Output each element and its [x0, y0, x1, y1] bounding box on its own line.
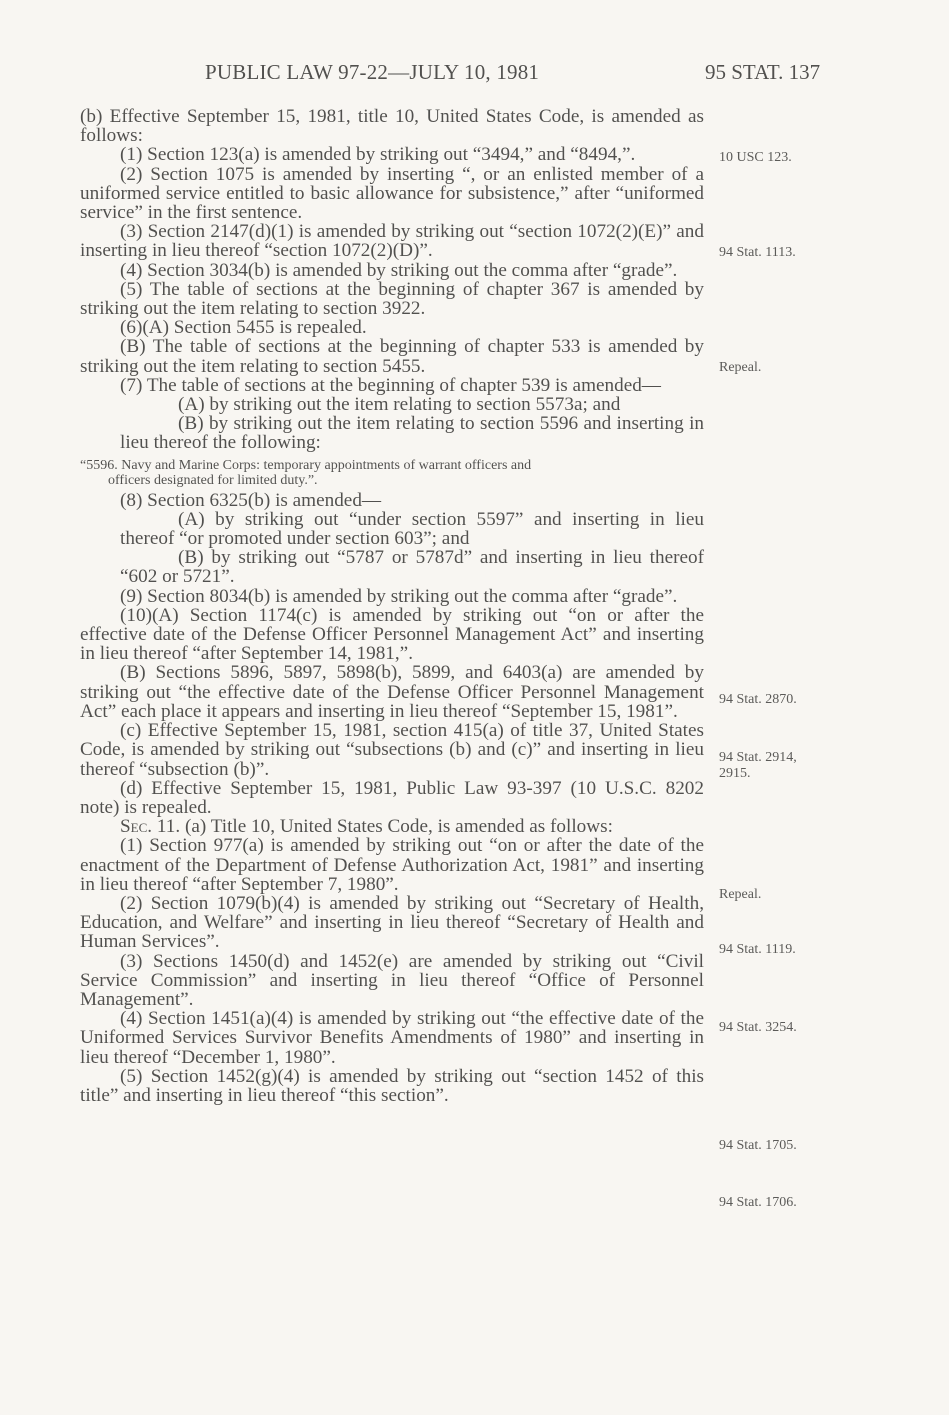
margin-note: 94 Stat. 2870. [719, 692, 797, 707]
quoted-text: “5596. Navy and Marine Corps: temporary appointments of warrant officers and [80, 457, 532, 473]
margin-note: Repeal. [719, 887, 762, 902]
paragraph: (2) Section 1079(b)(4) is amended by striking out “Secretary of Health, Education, and Welfare” and inserting in lieu thereof “Secretary of Health and Human Services”. [80, 892, 704, 953]
paragraph: (A) by striking out the item relating to section 5573a; and [178, 394, 621, 416]
paragraph: (4) Section 3034(b) is amended by striking out the comma after “grade”. [120, 259, 678, 281]
margin-note: 94 Stat. 1705. [719, 1138, 797, 1153]
margin-note: Repeal. [719, 360, 762, 375]
paragraph: (d) Effective September 15, 1981, Public Law 93-397 (10 U.S.C. 8202 note) is repealed. [80, 777, 704, 818]
margin-note: 94 Stat. 2914, 2915. [719, 750, 797, 781]
paragraph: (B) The table of sections at the beginning of chapter 533 is amended by striking out the item relating to section 5455. [80, 336, 704, 377]
section-paragraph [80, 817, 704, 836]
paragraph: (B) by striking out “5787 or 5787d” and inserting in lieu thereof “602 or 5721”. [120, 547, 704, 588]
paragraph: (1) Section 123(a) is amended by striking out “3494,” and “8494,”. [120, 144, 636, 166]
paragraph-text: 11. (a) Title 10, United States Code, is amended as follows: [156, 816, 613, 838]
paragraph: (5) The table of sections at the beginning of chapter 367 is amended by striking out the item relating to section 3922. [80, 278, 704, 320]
margin-note: 94 Stat. 1113. [719, 245, 796, 260]
paragraph: (10)(A) Section 1174(c) is amended by striking out “on or after the effective date of the Defense Officer Personnel Management Act” and inserting in lieu thereof “after September 14, 1981,”. [80, 604, 704, 665]
paragraph: (B) by striking out the item relating to section 5596 and inserting in lieu thereof the following: [120, 413, 704, 454]
paragraph: (b) Effective September 15, 1981, title 10, United States Code, is amended as follows: [80, 106, 704, 147]
paragraph: (9) Section 8034(b) is amended by striking out the comma after “grade”. [120, 585, 678, 607]
paragraph: (3) Sections 1450(d) and 1452(e) are amended by striking out “Civil Service Commission” and inserting in lieu thereof “Office of Personnel Management”. [80, 950, 704, 1010]
paragraph: (7) The table of sections at the beginning of chapter 539 is amended— [120, 374, 661, 396]
paragraph: (2) Section 1075 is amended by inserting “, or an enlisted member of a uniformed service entitled to basic allowance for subsistence,” after “uniformed service” in the first sentence. [80, 163, 704, 224]
paragraph: (3) Section 2147(d)(1) is amended by striking out “section 1072(2)(E)” and inserting in lieu thereof “section 1072(2)(D)”. [80, 221, 704, 262]
page-header-stat: 95 STAT. 137 [705, 60, 821, 84]
quoted-text: officers designated for limited duty.”. [108, 472, 318, 488]
section-label: Sec. [120, 816, 153, 838]
paragraph: (1) Section 977(a) is amended by striking out “on or after the date of the enactment of the Department of Defense Authorization Act, 1981” and inserting in lieu thereof “after September 7, 1980”. [80, 835, 704, 895]
margin-note: 94 Stat. 1706. [719, 1195, 797, 1210]
quoted-section-item [80, 458, 704, 488]
paragraph: (6)(A) Section 5455 is repealed. [120, 317, 367, 339]
paragraph: (4) Section 1451(a)(4) is amended by striking out “the effective date of the Uniformed Services Survivor Benefits Amendments of 1980” and inserting in lieu thereof “December 1, 1980”. [80, 1008, 704, 1068]
margin-note: 94 Stat. 1119. [719, 942, 796, 957]
page-header-title: PUBLIC LAW 97-22—JULY 10, 1981 [205, 60, 540, 84]
paragraph: (A) by striking out “under section 5597” and inserting in lieu thereof “or promoted under section 603”; and [120, 508, 704, 550]
paragraph: (B) Sections 5896, 5897, 5898(b), 5899, and 6403(a) are amended by striking out “the effective date of the Defense Officer Personnel Management Act” each place it appears and inserting in lieu thereof “September 15, 1981”. [80, 662, 704, 722]
paragraph: (c) Effective September 15, 1981, section 415(a) of title 37, United States Code, is amended by striking out “subsections (b) and (c)” and inserting in lieu thereof “subsection (b)”. [80, 720, 704, 780]
margin-note: 94 Stat. 3254. [719, 1020, 797, 1035]
paragraph: (8) Section 6325(b) is amended— [120, 489, 382, 511]
margin-note: 10 USC 123. [719, 150, 792, 165]
statute-body [80, 107, 704, 1105]
paragraph: (5) Section 1452(g)(4) is amended by striking out “section 1452 of this title” and inserting in lieu thereof “this section”. [80, 1065, 704, 1106]
